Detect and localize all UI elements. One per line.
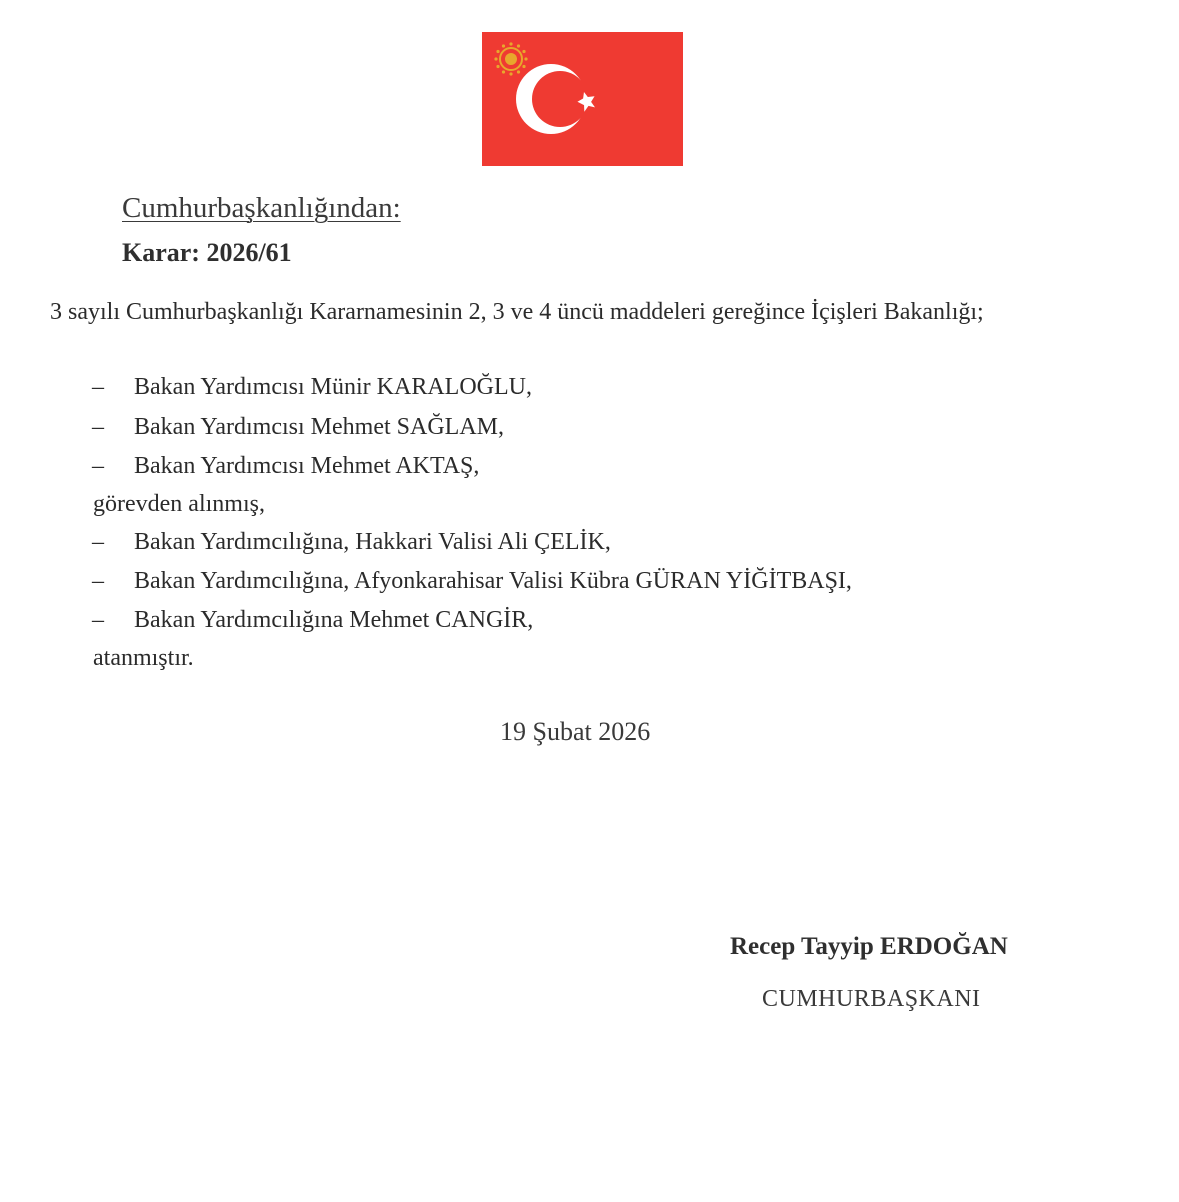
dash-bullet: – [92, 453, 104, 479]
removed-closing: görevden alınmış, [93, 491, 265, 517]
dash-bullet: – [92, 374, 104, 400]
turkish-flag-emblem [482, 32, 683, 166]
signer-title: CUMHURBAŞKANI [762, 986, 981, 1012]
dash-bullet: – [92, 568, 104, 594]
removed-item [92, 453, 479, 480]
dash-bullet: – [92, 414, 104, 440]
decision-number: Karar: 2026/61 [122, 238, 292, 267]
dash-bullet: – [92, 607, 104, 633]
intro-paragraph: 3 sayılı Cumhurbaşkanlığı Kararnamesinin 2, 3 ve 4 üncü maddeleri gereğince İçişleri Bakanlığı; [50, 299, 984, 325]
removed-item [92, 414, 504, 441]
issuer-heading: Cumhurbaşkanlığından: [122, 192, 401, 224]
flag-icon [482, 32, 683, 166]
removed-item-text: Bakan Yardımcısı Mehmet AKTAŞ, [134, 453, 480, 479]
decision-date: 19 Şubat 2026 [500, 717, 651, 746]
removed-item-text: Bakan Yardımcısı Münir KARALOĞLU, [134, 374, 532, 400]
appointed-item-text: Bakan Yardımcılığına, Hakkari Valisi Ali ÇELİK, [134, 529, 611, 555]
crescent-inner [532, 71, 588, 127]
appointed-item-text: Bakan Yardımcılığına, Afyonkarahisar Valisi Kübra GÜRAN YİĞİTBAŞI, [134, 568, 852, 594]
removed-item [92, 374, 532, 401]
appointed-item [92, 607, 533, 634]
removed-item-text: Bakan Yardımcısı Mehmet SAĞLAM, [134, 414, 504, 440]
appointed-closing: atanmıştır. [93, 645, 194, 671]
signer-name: Recep Tayyip ERDOĞAN [730, 933, 1008, 960]
appointed-item [92, 529, 611, 556]
dash-bullet: – [92, 529, 104, 555]
appointed-item [92, 568, 852, 595]
appointed-item-text: Bakan Yardımcılığına Mehmet CANGİR, [134, 607, 534, 633]
